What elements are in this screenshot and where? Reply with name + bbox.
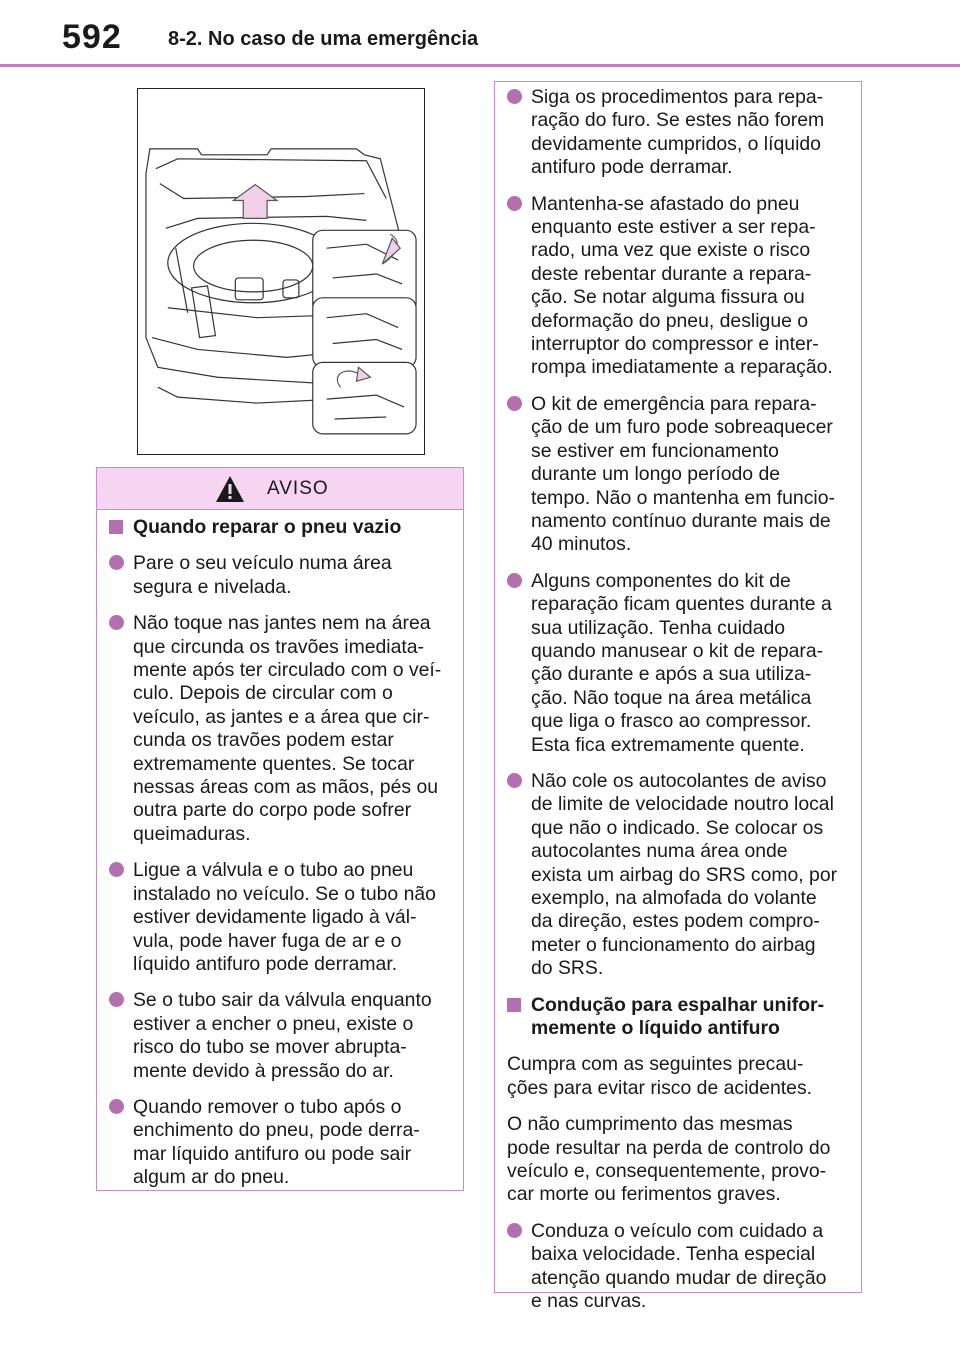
list-item: Alguns componentes do kit de reparação ficam quentes durante a sua utilização. Tenha cuidado quando manusear o kit de repara- ção durante e após a sua utiliza- ção. Não toque na área metálica que liga o frasco ao compressor. Esta fica extremamente quente. bbox=[507, 570, 847, 757]
bullet-dot-icon bbox=[507, 196, 525, 211]
bullet-dot-icon bbox=[507, 773, 525, 788]
page-header bbox=[0, 0, 960, 68]
bullet-dot-icon bbox=[507, 396, 525, 411]
bullet-dot-icon bbox=[109, 615, 127, 630]
section-title: 8-2. No caso de uma emergência bbox=[168, 28, 479, 50]
list-item: Não cole os autocolantes de aviso de limite de velocidade noutro local que não o indicado. Se colocar os autocolantes numa área onde exista um airbag do SRS como, por exemplo, na almofada do volante da direção, estes podem compro- meter o funcionamento do airbag do SRS. bbox=[507, 770, 847, 981]
driving-heading: Condução para espalhar unifor- memente o líquido antifuro bbox=[507, 994, 847, 1041]
warning-box-continued bbox=[494, 81, 862, 1313]
paragraph: O não cumprimento das mesmas pode resultar na perda de controlo do veículo e, consequentemente, provo- car morte ou ferimentos graves. bbox=[507, 1113, 831, 1206]
list-item: Não toque nas jantes nem na área que circunda os travões imediata- mente após ter circulado com o veí- culo. Depois de circular com o veículo, as jantes e a área que cir- cunda os travões podem estar extremamente quentes. Se tocar nessas áreas com as mãos, pés ou outra parte do corpo pode sofrer queimaduras. bbox=[109, 612, 449, 846]
warning-content-continued bbox=[495, 82, 861, 1314]
square-bullet-icon bbox=[109, 519, 127, 534]
trunk-repair-kit-illustration bbox=[137, 88, 425, 455]
bullet-dot-icon bbox=[109, 862, 127, 877]
list-item: O kit de emergência para repara- ção de um furo pode sobreaquecer se estiver em funcionamento durante um longo período de tempo. Não o mantenha em funcio- namento contínuo durante mais de 40 minutos. bbox=[507, 393, 847, 557]
list-item: Mantenha-se afastado do pneu enquanto este estiver a ser repa- rado, uma vez que existe o risco deste rebentar durante a repara- ção. Se notar alguma fissura ou deformação do pneu, desligue o interruptor do compressor e inter- rompa imediatamente a reparação. bbox=[507, 193, 847, 380]
paragraph: Cumpra com as seguintes precau- ções para evitar risco de acidentes. bbox=[507, 1053, 813, 1099]
list-item: Quando remover o tubo após o enchimento do pneu, pode derra- mar líquido antifuro ou pode sair algum ar do pneu. bbox=[109, 1096, 449, 1190]
list-item: Conduza o veículo com cuidado a baixa velocidade. Tenha especial atenção quando mudar de direção e nas curvas. bbox=[507, 1220, 847, 1314]
warning-box bbox=[96, 467, 464, 1191]
list-item: Se o tubo sair da válvula enquanto estiver a encher o pneu, existe o risco do tubo se mover abrupta- mente devido à pressão do ar. bbox=[109, 989, 449, 1083]
page-number: 592 bbox=[62, 18, 122, 56]
bullet-dot-icon bbox=[507, 89, 525, 104]
warning-triangle-icon bbox=[215, 475, 245, 503]
warning-header bbox=[97, 468, 463, 510]
list-item: Pare o seu veículo numa área segura e nivelada. bbox=[109, 552, 449, 599]
square-bullet-icon bbox=[507, 997, 525, 1012]
bullet-dot-icon bbox=[109, 1099, 127, 1114]
bullet-dot-icon bbox=[507, 1223, 525, 1238]
bullet-dot-icon bbox=[507, 573, 525, 588]
bullet-dot-icon bbox=[109, 555, 127, 570]
bullet-dot-icon bbox=[109, 992, 127, 1007]
warning-heading: Quando reparar o pneu vazio bbox=[109, 516, 449, 539]
header-rule bbox=[0, 64, 960, 67]
warning-content bbox=[97, 510, 463, 1190]
warning-title: AVISO bbox=[267, 478, 329, 499]
list-item: Ligue a válvula e o tubo ao pneu instalado no veículo. Se o tubo não estiver devidamente ligado à vál- vula, pode haver fuga de ar e o líquido antifuro pode derramar. bbox=[109, 859, 449, 976]
list-item: Siga os procedimentos para repa- ração do furo. Se estes não forem devidamente cumpridos, o líquido antifuro pode derramar. bbox=[507, 86, 847, 180]
